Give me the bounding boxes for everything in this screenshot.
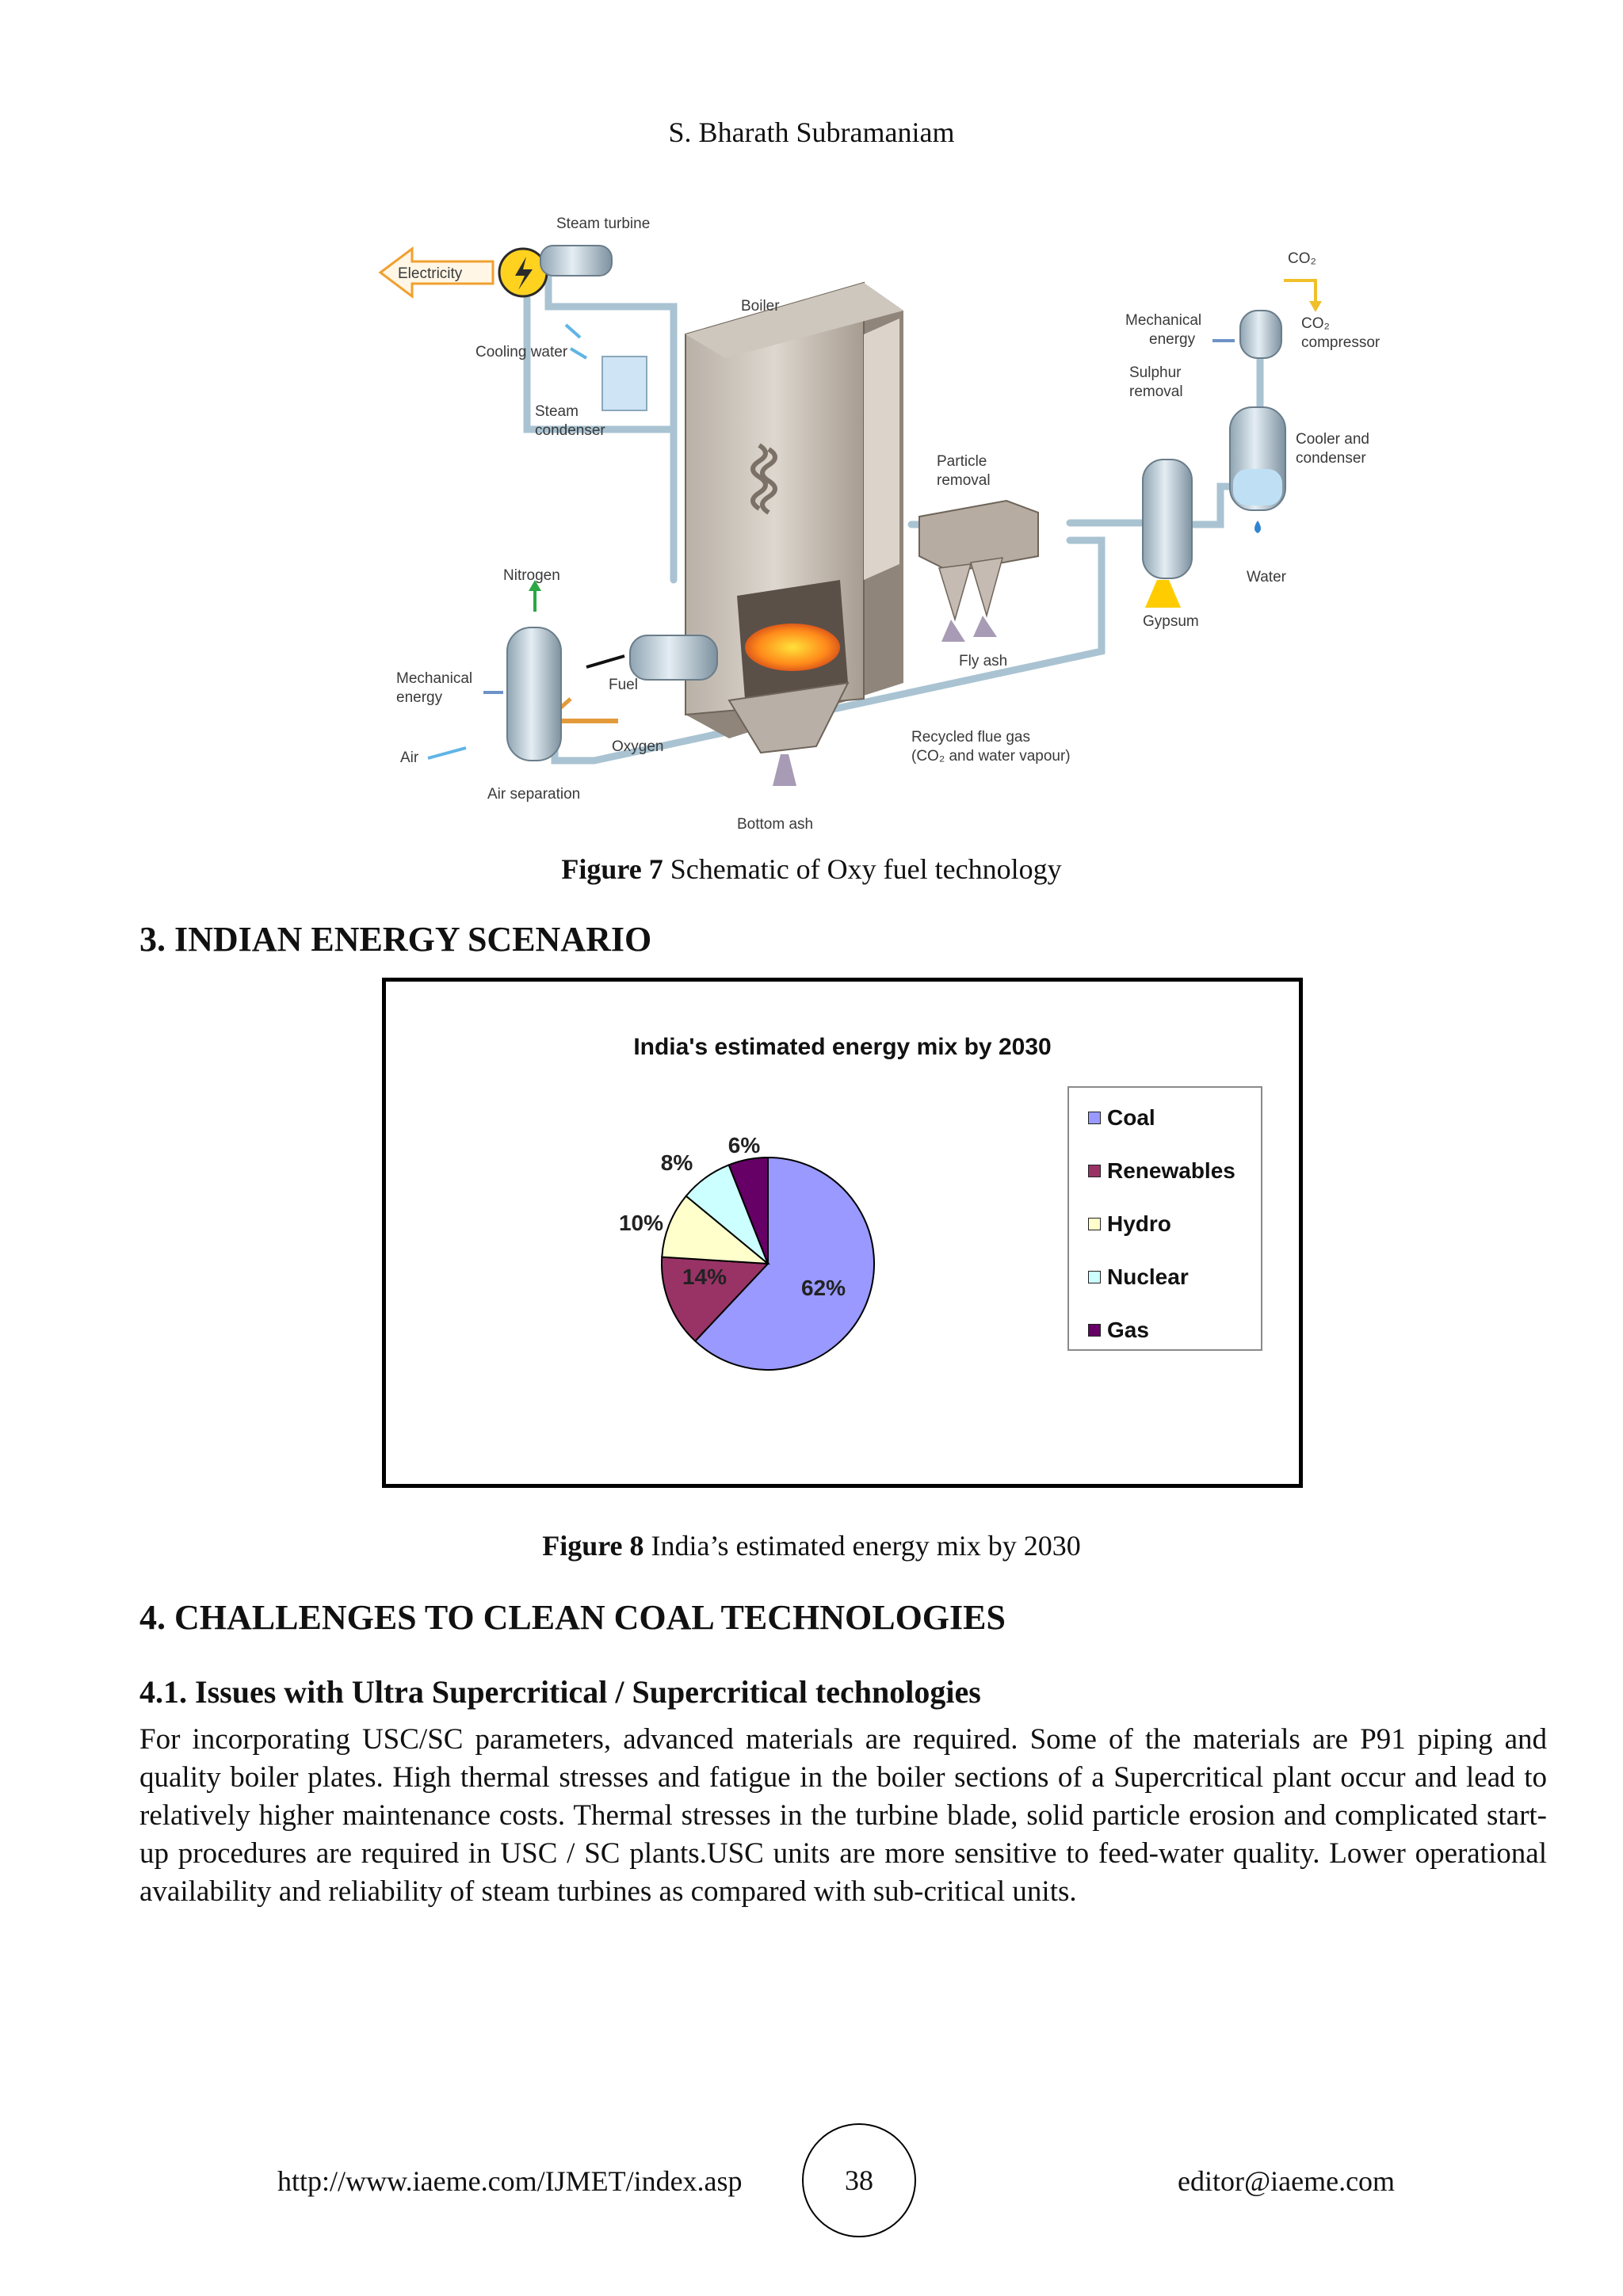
legend-label-renewables: Renewables xyxy=(1107,1158,1235,1183)
steam-condenser-label-2: condenser xyxy=(535,422,605,439)
legend-item-nuclear xyxy=(1088,1264,1189,1290)
co2-compressor-label-1: CO₂ xyxy=(1301,315,1330,332)
legend-label-gas: Gas xyxy=(1107,1318,1149,1342)
mechanical-energy-left-label-2: energy xyxy=(396,689,443,706)
particle-removal-label-1: Particle xyxy=(937,453,987,470)
cooling-water-label: Cooling water xyxy=(475,344,568,360)
footer-url-link[interactable]: http://www.iaeme.com/IJMET/index.asp xyxy=(277,2165,743,2197)
oxy-fuel-schematic xyxy=(372,208,1403,833)
footer-email-link[interactable]: editor@iaeme.com xyxy=(1178,2165,1396,2197)
oxygen-label: Oxygen xyxy=(612,738,664,755)
page-number: 38 xyxy=(802,2123,916,2237)
cooler-condenser-label-1: Cooler and xyxy=(1296,431,1369,448)
air-label: Air xyxy=(400,749,419,766)
running-head: S. Bharath Subramaniam xyxy=(668,116,955,148)
legend-label-hydro: Hydro xyxy=(1107,1211,1171,1236)
figure8-caption xyxy=(0,1529,1623,1562)
legend-item-hydro xyxy=(1088,1211,1171,1237)
energy-mix-chart xyxy=(382,978,1303,1488)
mechanical-energy-top-label-2: energy xyxy=(1149,331,1196,348)
recycled-flue-gas-label-2: (CO₂ and water vapour) xyxy=(911,748,1071,765)
electricity-label: Electricity xyxy=(398,265,463,282)
sulphur-removal-label-1: Sulphur xyxy=(1129,364,1182,381)
sulphur-removal-label-2: removal xyxy=(1129,383,1183,400)
co2-compressor-label-2: compressor xyxy=(1301,334,1381,351)
legend-item-coal xyxy=(1088,1105,1155,1131)
pie-label-hydro: 10% xyxy=(618,1211,664,1235)
section41-paragraph: For incorporating USC/SC parameters, advanced materials are required. Some of the materials are P91 piping and quality boiler plates. High thermal stresses and fatigue in the boiler sections of a Supercritical plant occur and lead to relatively higher maintenance costs. Thermal stresses in the turbine blade, solid particle erosion and complicated start-up procedures are required in USC / SC plants.USC units are more sensitive to feed-water quality. Lower operational availability and reliability of steam turbines as compared with sub-critical units. xyxy=(139,1723,1547,1908)
mechanical-energy-left-label-1: Mechanical xyxy=(396,670,473,687)
co2-top-label: CO₂ xyxy=(1288,250,1316,267)
legend-swatch-coal xyxy=(1088,1112,1101,1124)
gypsum-label: Gypsum xyxy=(1143,613,1199,630)
section41-heading: 4.1. Issues with Ultra Supercritical / Supercritical technologies xyxy=(139,1674,981,1710)
mechanical-energy-top-label-1: Mechanical xyxy=(1125,312,1202,329)
recycled-flue-gas-label-1: Recycled flue gas xyxy=(911,729,1030,746)
bottom-ash-label: Bottom ash xyxy=(737,816,814,833)
figure7-caption xyxy=(0,852,1623,886)
pie-label-nuclear: 8% xyxy=(660,1150,693,1175)
particle-removal-label-2: removal xyxy=(937,472,991,489)
chart-legend xyxy=(1067,1086,1262,1351)
steam-condenser-label-1: Steam xyxy=(535,403,579,420)
legend-item-renewables xyxy=(1088,1158,1235,1184)
legend-swatch-renewables xyxy=(1088,1165,1101,1177)
water-label: Water xyxy=(1247,569,1286,585)
boiler-label: Boiler xyxy=(741,298,780,315)
air-separation-label: Air separation xyxy=(487,786,581,803)
nitrogen-label: Nitrogen xyxy=(503,567,560,584)
chart-title: India's estimated energy mix by 2030 xyxy=(633,1034,1052,1060)
section3-heading: 3. INDIAN ENERGY SCENARIO xyxy=(139,920,652,959)
legend-label-coal: Coal xyxy=(1107,1105,1155,1130)
section4-heading: 4. CHALLENGES TO CLEAN COAL TECHNOLOGIES xyxy=(139,1598,1006,1637)
figure8-caption-label: Figure 8 xyxy=(542,1530,644,1562)
legend-swatch-gas xyxy=(1088,1324,1101,1337)
legend-swatch-hydro xyxy=(1088,1218,1101,1230)
pie-label-gas: 6% xyxy=(727,1133,761,1158)
pie-label-coal: 62% xyxy=(800,1276,846,1300)
figure8-caption-text: India’s estimated energy mix by 2030 xyxy=(643,1530,1081,1562)
figure7-caption-text: Schematic of Oxy fuel technology xyxy=(663,853,1062,885)
legend-swatch-nuclear xyxy=(1088,1271,1101,1283)
fuel-label: Fuel xyxy=(609,677,638,693)
legend-label-nuclear: Nuclear xyxy=(1107,1264,1189,1289)
pie-label-renewables: 14% xyxy=(682,1264,727,1289)
figure7-caption-label: Figure 7 xyxy=(561,853,663,885)
steam-turbine-label: Steam turbine xyxy=(556,215,651,232)
legend-item-gas xyxy=(1088,1318,1149,1343)
fly-ash-label: Fly ash xyxy=(959,653,1008,669)
cooler-condenser-label-2: condenser xyxy=(1296,450,1366,467)
